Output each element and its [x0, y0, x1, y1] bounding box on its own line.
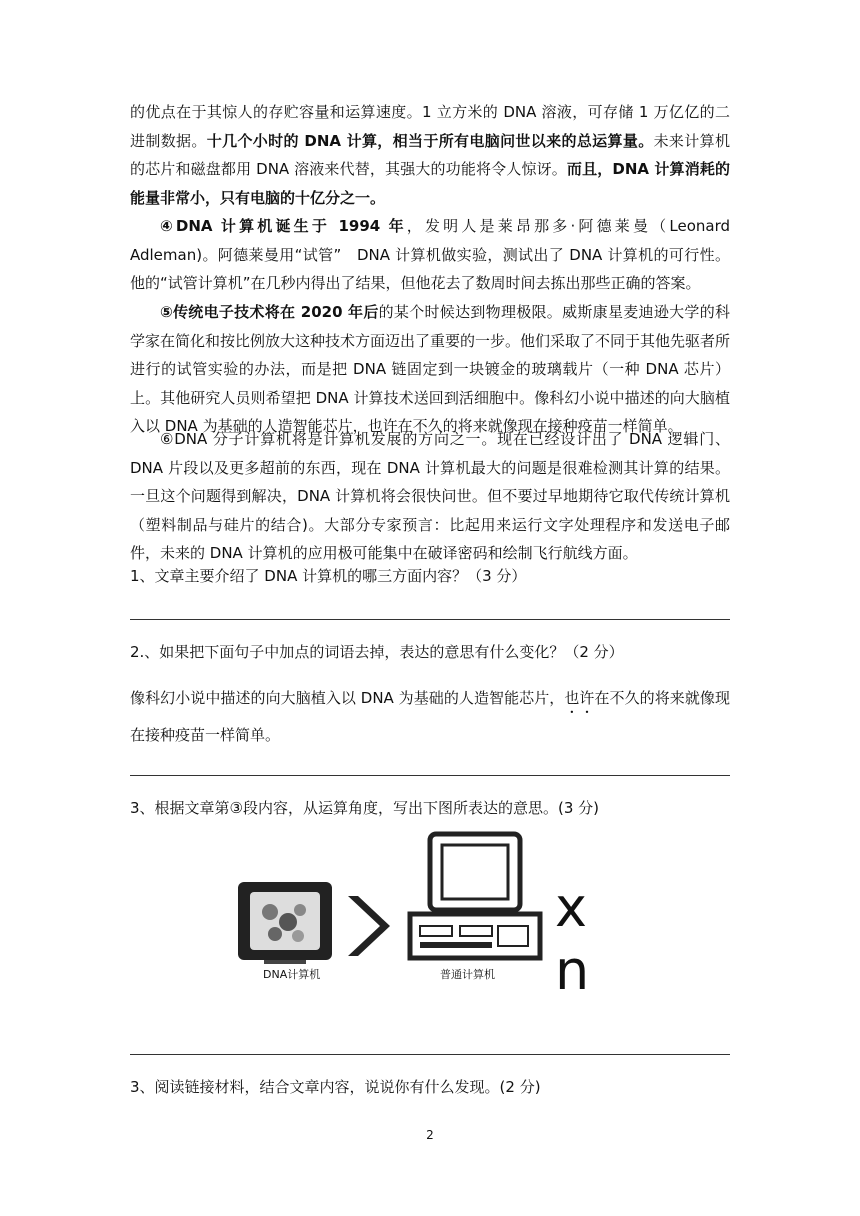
regular-computer-icon	[410, 834, 540, 958]
question-2-sentence	[130, 680, 730, 754]
multiply-n-label: x n	[555, 876, 594, 1002]
regular-computer-label: 普通计算机	[440, 968, 495, 981]
text: 在不久的将来就像现在接种疫苗一样简单。	[130, 689, 730, 744]
paragraph-5	[130, 298, 730, 441]
text: ，发明人是莱昂那多·阿德莱曼（Leonard Adleman)。阿德莱曼用“试管” DNA 计算机做实验，测试出了 DNA 计算机的可行性。他的“试管计算机”在几秒内得出了结果，但他花去了数周时间去拣出那些正确的答案。	[130, 217, 746, 292]
paragraph-6	[130, 425, 730, 568]
bold-text: ④DNA 计算机诞生于 1994 年	[160, 217, 407, 235]
bold-text: 而且，DNA 计算消耗的能量非常小，只有电脑的十亿分之一。	[130, 160, 730, 207]
text: 未来计算机的芯片和磁盘都用 DNA 溶液来代替，其强大的功能将令人惊讶。	[130, 131, 730, 178]
paragraph-4	[130, 212, 746, 298]
question-4: 3、阅读链接材料，结合文章内容，说说你有什么发现。(2 分)	[130, 1078, 541, 1096]
bold-text: 十几个小时的 DNA 计算，相当于所有电脑问世以来的总运算量。	[206, 131, 654, 150]
text: 像科幻小说中描述的向大脑植入以 DNA 为基础的人造智能芯片，	[130, 689, 565, 707]
dotted-word: 也	[564, 689, 580, 707]
question-2: 2.、如果把下面句子中加点的词语去掉，表达的意思有什么变化？（2 分）	[130, 643, 624, 661]
bold-text: ⑤传统电子技术将在 2020 年后	[160, 303, 379, 321]
text: ⑥DNA 分子计算机将是计算机发展的方向之一。现在已经设计出了 DNA 逻辑门、DNA 片段以及更多超前的东西，现在 DNA 计算机最大的问题是很难检测其计算的结果。一旦这个问题得到解决，DNA 计算机将会很快问世。但不要过早地期待它取代传统计算机（塑料制品与硅片的结合)。大部分专家预言：比起用来运行文字处理程序和发送电子邮件，未来的 DNA 计算机的应用极可能集中在破译密码和绘制飞行航线方面。	[130, 430, 730, 562]
question-3: 3、根据文章第③段内容，从运算角度，写出下图所表达的意思。(3 分)	[130, 799, 600, 817]
greater-than-icon	[348, 896, 390, 956]
answer-line-2	[130, 775, 730, 776]
text: 的某个时候达到物理极限。威斯康星麦迪逊大学的科学家在简化和按比例放大这种技术方面迈出了重要的一步。他们采取了不同于其他先驱者所进行的试管实验的办法，而是把 DNA 链固定到一块镀金的玻璃载片（一种 DNA 芯片）上。其他研究人员则希望把 DNA 计算技术送回到活细胞中。像科幻小说中描述的向大脑植入以 DNA 为基础的人造智能芯片，也许在不久的将来就像现在接种疫苗一样简单。	[130, 303, 731, 435]
answer-line-3	[130, 1054, 730, 1055]
paragraph-3-continued	[130, 98, 730, 212]
dna-computer-icon	[238, 882, 332, 964]
dna-computer-label: DNA计算机	[263, 968, 321, 981]
dna-vs-pc-figure	[230, 830, 650, 1002]
dotted-word: 许	[579, 689, 595, 707]
answer-line-1	[130, 619, 730, 620]
question-1: 1、文章主要介绍了 DNA 计算机的哪三方面内容？（3 分）	[130, 567, 527, 585]
page-number: 2	[426, 1128, 434, 1142]
text: 的优点在于其惊人的存贮容量和运算速度。1 立方米的 DNA 溶液，可存储 1 万亿亿的二进制数据。	[130, 103, 730, 150]
